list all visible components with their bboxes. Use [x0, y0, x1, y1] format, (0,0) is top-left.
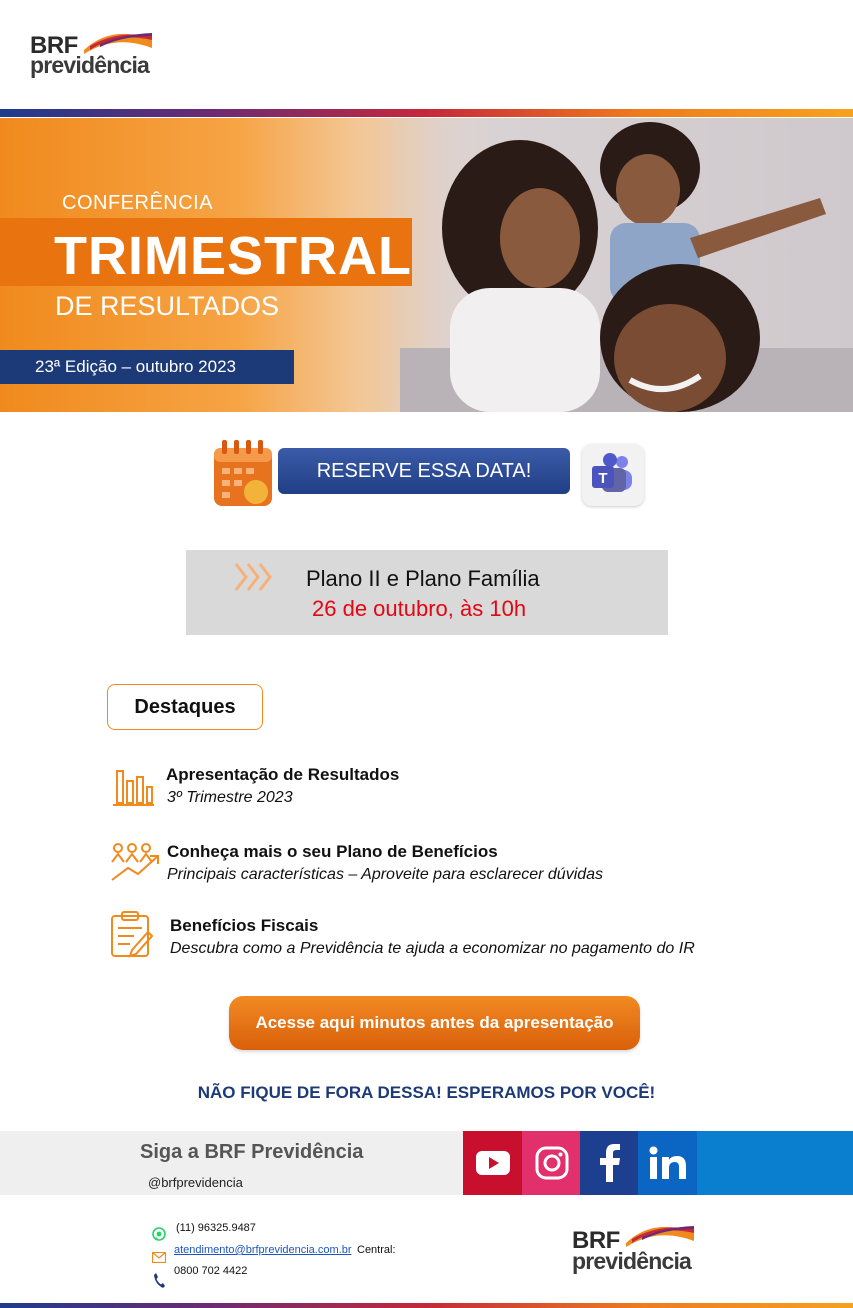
top-color-bar [0, 109, 853, 117]
hero-edition-badge: 23ª Edição – outubro 2023 [0, 350, 294, 384]
linkedin-icon[interactable] [638, 1131, 697, 1195]
follow-label: Siga a BRF Previdência [140, 1141, 364, 1163]
highlight-sub-plan: Principais características – Aproveite para esclarecer dúvidas [167, 866, 604, 883]
people-growth-icon [108, 840, 162, 884]
tagline: NÃO FIQUE DE FORA DESSA! ESPERAMOS POR VOCÊ! [197, 1083, 656, 1102]
family-photo-image [380, 118, 853, 412]
footer-brf-logo [570, 1221, 700, 1277]
chevrons-icon [234, 562, 278, 592]
clipboard-icon [108, 910, 154, 958]
highlight-title-plan: Conheça mais o seu Plano de Benefícios [167, 842, 498, 861]
central-label: Central: [357, 1244, 396, 1256]
footer-logo-previdencia-text: previdência [572, 1248, 692, 1274]
mail-icon [152, 1252, 166, 1263]
highlight-sub-fiscal: Descubra como a Previdência te ajuda a economizar no pagamento do IR [170, 940, 695, 957]
plan-name: Plano II e Plano Família [306, 566, 540, 591]
central-number: 0800 702 4422 [174, 1265, 248, 1277]
facebook-icon[interactable] [580, 1131, 639, 1195]
social-handle: @brfprevidencia [148, 1175, 243, 1190]
footer-logo-brf-text: BRF [572, 1227, 620, 1254]
social-band-accent [697, 1131, 853, 1195]
highlights-title: Destaques [107, 684, 263, 730]
logo-previdencia-text: previdência [30, 52, 150, 78]
hero-trimestral: TRIMESTRAL [54, 226, 412, 286]
plan-date: 26 de outubro, às 10h [312, 596, 527, 621]
logo-brf-text: BRF [30, 32, 78, 59]
calendar-icon [212, 440, 274, 508]
highlight-title-fiscal: Benefícios Fiscais [170, 916, 319, 935]
bottom-color-bar [0, 1303, 853, 1308]
reserve-date-button[interactable]: RESERVE ESSA DATA! [278, 448, 570, 494]
highlight-sub-results: 3º Trimestre 2023 [167, 789, 293, 806]
hero-de-resultados: DE RESULTADOS [55, 291, 280, 321]
hero-banner [0, 118, 853, 412]
instagram-icon[interactable] [522, 1131, 581, 1195]
youtube-icon[interactable] [463, 1131, 522, 1195]
whatsapp-number: (11) 96325.9487 [176, 1222, 256, 1234]
bar-chart-icon [112, 765, 154, 807]
phone-icon [153, 1272, 165, 1288]
svg-text:T: T [598, 470, 608, 487]
brf-logo [30, 28, 155, 80]
teams-icon[interactable] [582, 444, 644, 506]
hero-conferencia: CONFERÊNCIA [62, 192, 214, 214]
whatsapp-icon [152, 1227, 166, 1241]
logo-arc-icon [624, 1221, 696, 1251]
email-link[interactable]: atendimento@brfprevidencia.com.br [174, 1244, 352, 1256]
highlight-title-results: Apresentação de Resultados [166, 765, 400, 784]
access-presentation-button[interactable]: Acesse aqui minutos antes da apresentação [229, 996, 640, 1050]
plan-info-box [186, 550, 668, 635]
